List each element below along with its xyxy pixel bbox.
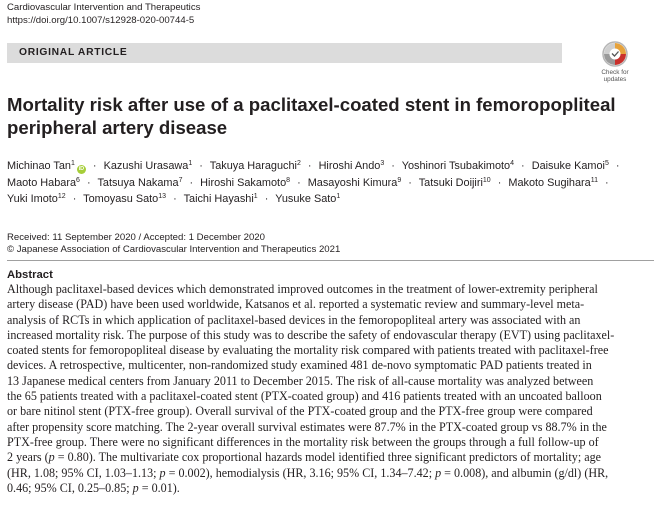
author-name[interactable]	[97, 177, 182, 189]
author-separator: ·	[173, 193, 177, 205]
author-separator: ·	[391, 160, 395, 172]
affiliation-number: 3	[380, 160, 385, 167]
author-name[interactable]	[532, 160, 609, 172]
abstract-line: artery disease (PAD) have been used worldwide, Katsanos et al. reported a systematic review and summary-level meta-	[7, 297, 585, 312]
author-separator: ·	[199, 160, 203, 172]
check-for-updates-icon	[590, 40, 640, 70]
author-name[interactable]	[7, 160, 86, 172]
author-separator: ·	[92, 160, 97, 172]
author-name[interactable]	[308, 177, 401, 189]
abstract-line: 0.46; 95% CI, 0.25–0.85; p = 0.01).	[7, 480, 180, 495]
author-separator: ·	[297, 176, 301, 189]
author-separator: ·	[521, 160, 525, 172]
orcid-icon[interactable]: iD	[78, 166, 85, 172]
abstract-line: 2 years (p = 0.80). The multivariate cox proportional hazards model identified three significant predictors of mortality; age	[7, 450, 601, 465]
affiliation-number: 12	[57, 193, 66, 200]
author-name-text: Taichi Hayashi	[183, 193, 254, 205]
author-name-text: Yuki Imoto	[7, 193, 58, 205]
author-name[interactable]	[200, 177, 290, 189]
journal-name: Cardiovascular Intervention and Therapeutics	[7, 2, 201, 13]
affiliation-number: 1	[188, 160, 193, 167]
author-name[interactable]	[275, 193, 340, 205]
author-name[interactable]	[7, 177, 80, 189]
author-name-text: Tatsuki Doijiri	[418, 176, 483, 189]
author-separator: ·	[86, 176, 91, 189]
abstract-line: coated stents for femoropopliteal disease by evaluating the mortality risk compared with patients treated with paclitaxel-free	[7, 343, 609, 358]
author-name[interactable]	[402, 160, 514, 172]
author-name-text: Michinao Tan	[7, 160, 71, 172]
copyright-notice: © Japanese Association of Cardiovascular Intervention and Therapeutics 2021	[7, 244, 341, 255]
author-name[interactable]	[319, 160, 385, 172]
author-separator: ·	[189, 176, 194, 189]
author-name[interactable]	[104, 160, 193, 172]
abstract-body	[7, 282, 657, 496]
author-separator: ·	[497, 176, 502, 189]
abstract-line: increased mortality risk. The purpose of this study was to describe the safety of endovascular therapy (EVT) using paclitaxel-	[7, 327, 615, 342]
article-type-bar	[7, 43, 562, 63]
author-name[interactable]	[210, 160, 301, 172]
author-name-text: Hiroshi Sakamoto	[200, 176, 287, 189]
affiliation-number: 4	[510, 160, 515, 167]
affiliation-number: 1	[70, 160, 75, 167]
author-separator: ·	[605, 176, 609, 189]
author-name[interactable]	[83, 193, 166, 205]
affiliation-number: 11	[590, 176, 599, 184]
author-name-text: Maoto Habara	[7, 176, 77, 189]
check-for-updates-line2: updates	[603, 76, 627, 83]
author-name-text: Takuya Haraguchi	[209, 160, 297, 172]
author-name[interactable]	[184, 193, 258, 205]
author-separator: ·	[408, 176, 412, 189]
abstract-line: PTX-free group. There were no significant differences in the mortality risk between the groups through a full follow-up of	[7, 434, 599, 449]
author-name[interactable]	[7, 193, 66, 205]
author-name-text: Makoto Sugihara	[508, 176, 591, 189]
affiliation-number: 1	[253, 193, 258, 200]
affiliation-number: 10	[482, 176, 491, 184]
section-divider	[7, 260, 654, 261]
affiliation-number: 5	[604, 160, 609, 167]
affiliation-number: 2	[296, 160, 301, 167]
abstract-line: (HR, 1.08; 95% CI, 1.03–1.13; p = 0.002), hemodialysis (HR, 3.16; 95% CI, 1.34–7.42; p = 0.008), and albumin (g/dl) (HR,	[7, 465, 609, 480]
author-name-text: Kazushi Urasawa	[103, 160, 189, 172]
abstract-line: devices. A retrospective, multicenter, non-randomized study examined 481 de-novo symptomatic PAD patients treated in	[7, 358, 592, 373]
affiliation-number: 13	[158, 193, 167, 200]
abstract-line: the 65 patients treated with a paclitaxel-coated stent (PTX-coated group) and 416 patients treated with an uncoated balloon	[7, 389, 602, 404]
abstract-line: analysis of RCTs in which application of paclitaxel-based devices in the femoropopliteal artery was associated with an	[7, 312, 581, 327]
affiliation-number: 9	[397, 176, 402, 184]
author-name-text: Tatsuya Nakama	[97, 176, 179, 189]
affiliation-number: 7	[178, 176, 183, 184]
author-separator: ·	[307, 160, 312, 172]
article-title: Mortality risk after use of a paclitaxel-coated stent in femoropopliteal peripheral artery disease	[7, 94, 616, 138]
author-name-text: Masayoshi Kimura	[307, 176, 398, 189]
check-for-updates-line1: Check for	[601, 69, 629, 76]
abstract-line: or bare nitinol stent (PTX-free group). Overall survival of the PTX-coated group and the PTX-free group were compared	[7, 404, 593, 419]
doi-link[interactable]: https://doi.org/10.1007/s12928-020-00744-5	[7, 15, 195, 26]
author-name-text: Hiroshi Ando	[318, 160, 381, 172]
author-name[interactable]	[419, 177, 491, 189]
affiliation-number: 8	[286, 176, 291, 184]
author-separator: ·	[72, 193, 77, 205]
article-type-label: ORIGINAL ARTICLE	[19, 47, 128, 58]
abstract-line: after propensity score matching. The 2-year overall survival estimates were 87.7% in the PTX-coated group vs 88.7% in the	[7, 419, 607, 434]
affiliation-number: 6	[76, 176, 80, 184]
author-separator: ·	[264, 193, 269, 205]
check-for-updates-badge[interactable]	[590, 40, 640, 86]
author-name-text: Tomoyasu Sato	[83, 193, 159, 205]
author-list	[7, 158, 657, 208]
author-name-text: Yoshinori Tsubakimoto	[401, 160, 511, 172]
abstract-heading: Abstract	[7, 269, 53, 281]
author-name[interactable]	[508, 177, 598, 189]
abstract-line: Although paclitaxel-based devices which demonstrated improved outcomes in the treatment of lower-extremity peripheral	[7, 282, 598, 296]
author-name-text: Yusuke Sato	[275, 193, 337, 205]
affiliation-number: 1	[336, 193, 341, 200]
author-name-text: Daisuke Kamoi	[531, 160, 605, 172]
abstract-line: 13 Japanese medical centers from January 2011 to December 2015. The risk of all-cause mortality was analyzed between	[7, 373, 594, 388]
author-separator: ·	[615, 160, 620, 172]
received-accepted-dates: Received: 11 September 2020 / Accepted: 1 December 2020	[7, 232, 265, 243]
